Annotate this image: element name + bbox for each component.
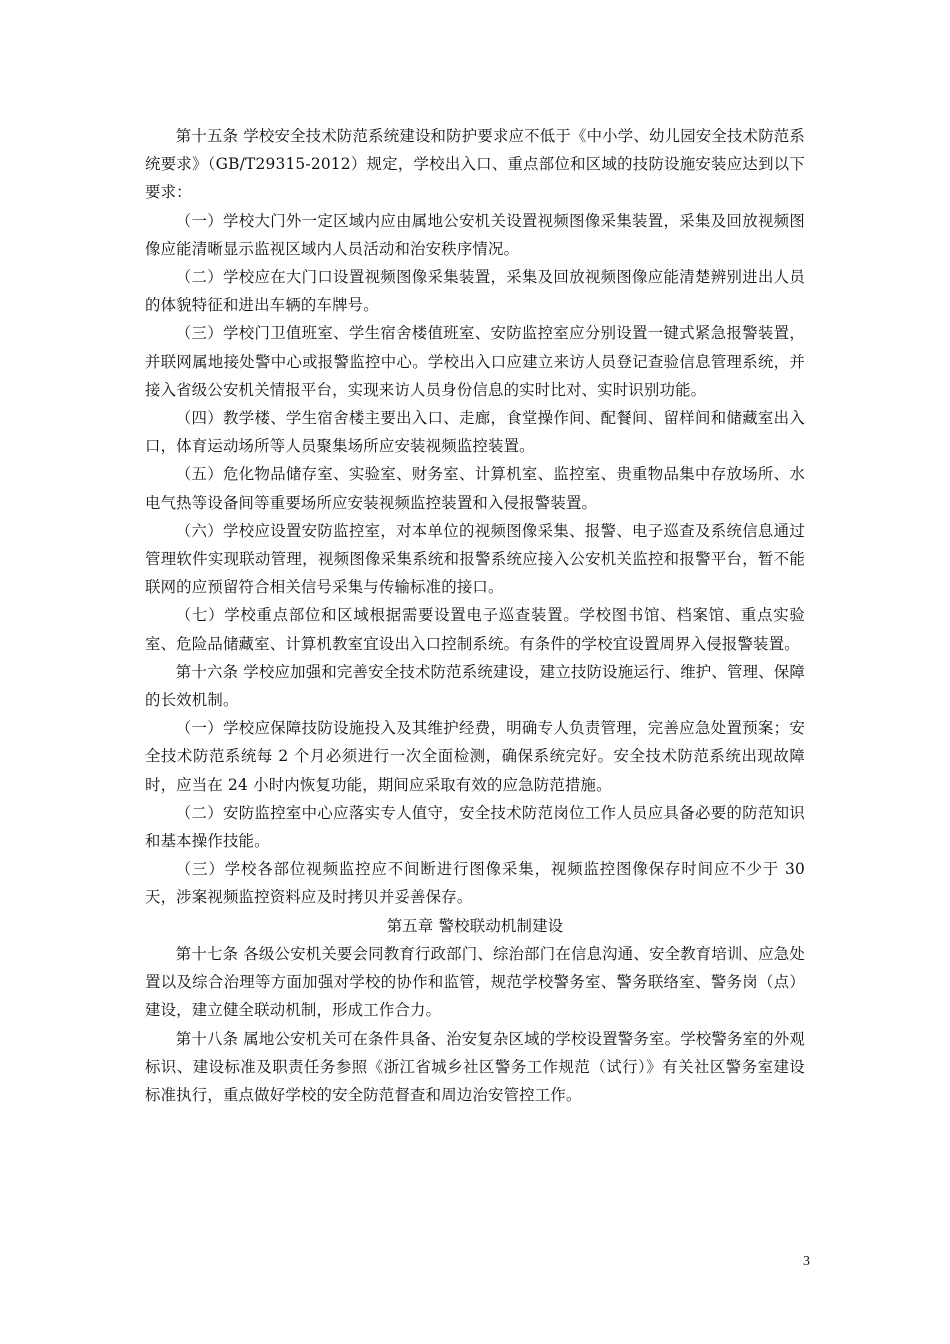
- article-15: 第十五条 学校安全技术防范系统建设和防护要求应不低于《中小学、幼儿园安全技术防范系统要求》（GB/T29315-2012）规定，学校出入口、重点部位和区域的技防设施安装应达到以下要求：: [145, 127, 805, 202]
- article-15-item-4: （四）教学楼、学生宿舍楼主要出入口、走廊，食堂操作间、配餐间、留样间和储藏室出入口，体育运动场所等人员聚集场所应安装视频监控装置。: [145, 409, 805, 456]
- chapter-heading: 第五章 警校联动机制建设: [386, 916, 564, 935]
- document-body: [145, 122, 805, 1109]
- article-18: 第十八条 属地公安机关可在条件具备、治安复杂区域的学校设置警务室。学校警务室的外观标识、建设标准及职责任务参照《浙江省城乡社区警务工作规范（试行）》有关社区警务室建设标准执行，重点做好学校的安全防范督查和周边治安管控工作。: [145, 1029, 805, 1104]
- article-16-item-1: （一）学校应保障技防设施投入及其维护经费，明确专人负责管理，完善应急处置预案；安全技术防范系统每 2 个月必须进行一次全面检测，确保系统完好。安全技术防范系统出现故障时，应当在 24 小时内恢复功能，期间应采取有效的应急防范措施。: [145, 719, 805, 794]
- article-16: 第十六条 学校应加强和完善安全技术防范系统建设，建立技防设施运行、维护、管理、保障的长效机制。: [145, 662, 805, 710]
- article-16-item-3: （三）学校各部位视频监控应不间断进行图像采集，视频监控图像保存时间应不少于 30 天，涉案视频监控资料应及时拷贝并妥善保存。: [145, 860, 805, 907]
- article-15-item-6: （六）学校应设置安防监控室，对本单位的视频图像采集、报警、电子巡查及系统信息通过管理软件实现联动管理，视频图像采集系统和报警系统应接入公安机关监控和报警平台，暂不能联网的应预留符合相关信号采集与传输标准的接口。: [145, 521, 805, 597]
- article-17: 第十七条 各级公安机关要会同教育行政部门、综治部门在信息沟通、安全教育培训、应急处置以及综合治理等方面加强对学校的协作和监管，规范学校警务室、警务联络室、警务岗（点）建设，建立健全联动机制，形成工作合力。: [145, 944, 805, 1020]
- article-15-item-2: （二）学校应在大门口设置视频图像采集装置，采集及回放视频图像应能清楚辨别进出人员的体貌特征和进出车辆的车牌号。: [145, 268, 805, 315]
- page-number: 3: [803, 1254, 810, 1269]
- article-15-item-1: （一）学校大门外一定区域内应由属地公安机关设置视频图像采集装置，采集及回放视频图像应能清晰显示监视区域内人员活动和治安秩序情况。: [145, 211, 805, 258]
- article-16-item-2: （二）安防监控室中心应落实专人值守，安全技术防范岗位工作人员应具备必要的防范知识和基本操作技能。: [145, 803, 805, 851]
- article-15-item-7: （七）学校重点部位和区域根据需要设置电子巡查装置。学校图书馆、档案馆、重点实验室、危险品储藏室、计算机教室宜设出入口控制系统。有条件的学校宜设置周界入侵报警装置。: [145, 606, 805, 653]
- article-15-item-3: （三）学校门卫值班室、学生宿舍楼值班室、安防监控室应分别设置一键式紧急报警装置，并联网属地接处警中心或报警监控中心。学校出入口应建立来访人员登记查验信息管理系统，并接入省级公安机关情报平台，实现来访人员身份信息的实时比对、实时识别功能。: [145, 324, 805, 399]
- article-15-item-5: （五）危化物品储存室、实验室、财务室、计算机室、监控室、贵重物品集中存放场所、水电气热等设备间等重要场所应安装视频监控装置和入侵报警装置。: [145, 465, 805, 512]
